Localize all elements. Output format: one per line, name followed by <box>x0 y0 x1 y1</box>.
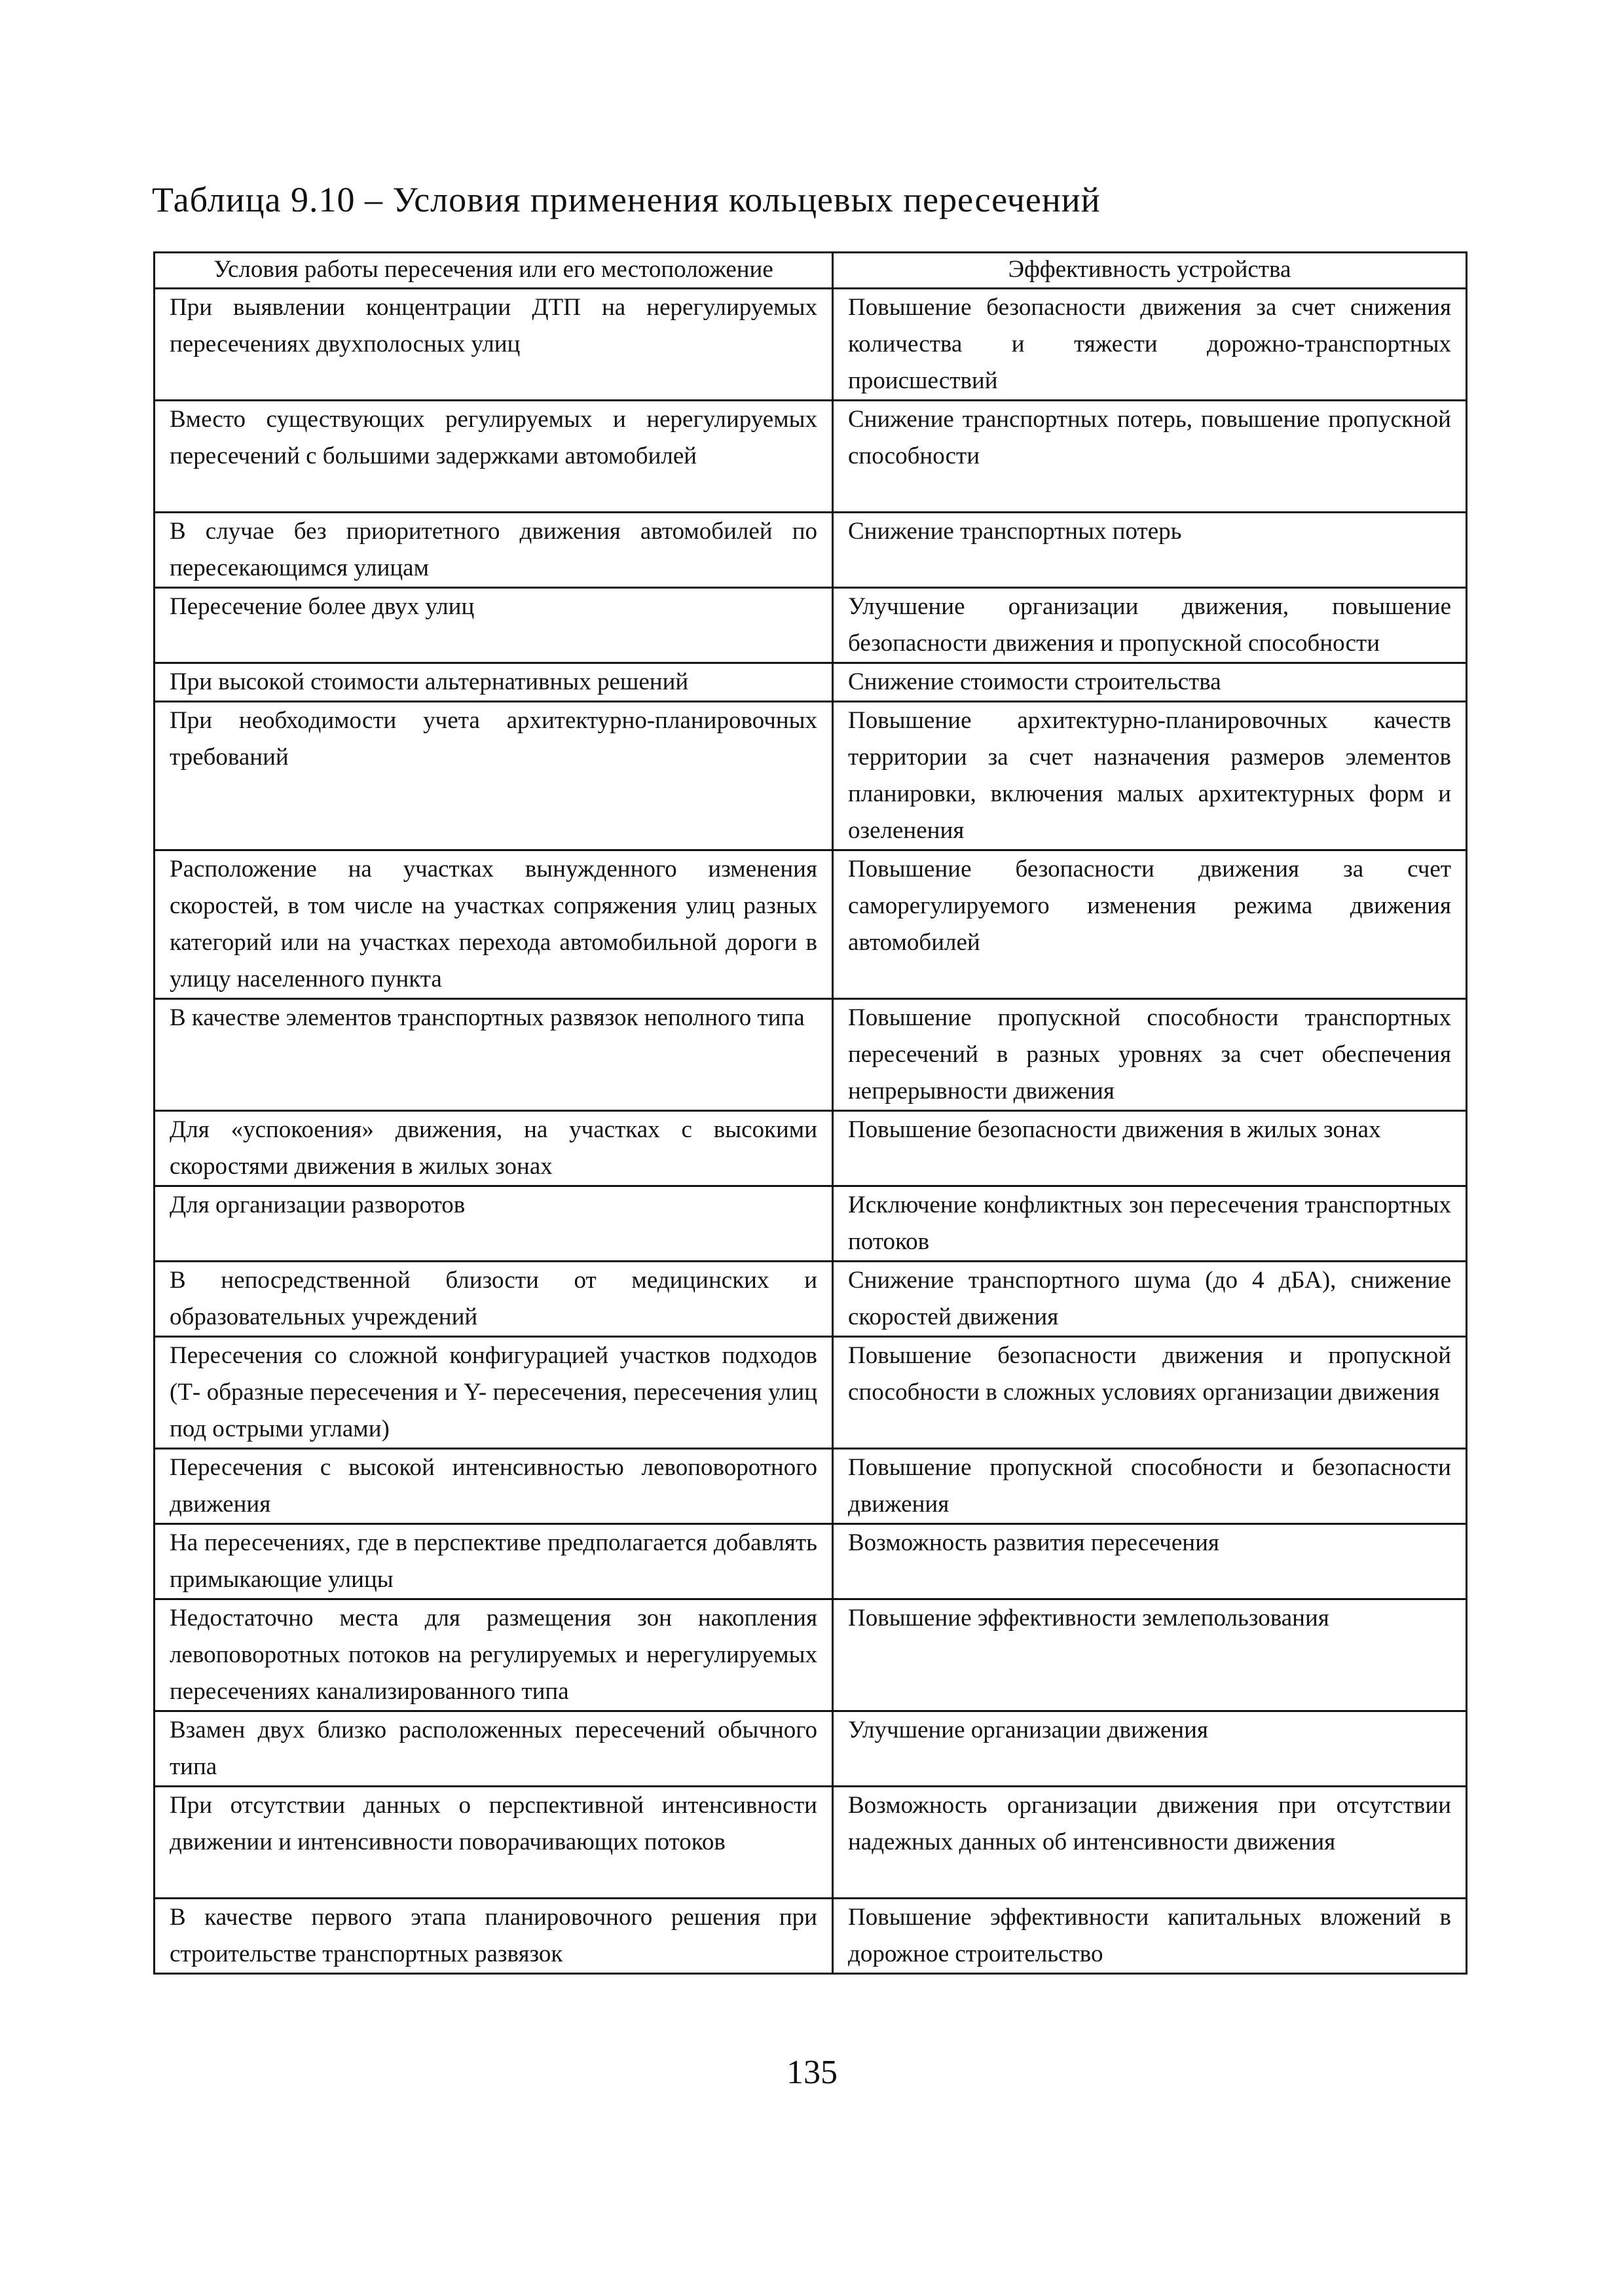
condition-cell: Вместо существующих регулируемых и нерегулируемых пересечений с большими задержками автомобилей <box>155 401 833 513</box>
condition-cell: В случае без приоритетного движения автомобилей по пересекающимся улицам <box>155 513 833 588</box>
table-row <box>155 1711 1467 1787</box>
condition-cell: Пересечения со сложной конфигурацией участков подходов (Т- образные пересечения и Y- пересечения, пересечения улиц под острыми углами) <box>155 1337 833 1449</box>
table-row <box>155 513 1467 588</box>
effect-cell: Возможность развития пересечения <box>833 1524 1467 1599</box>
effect-cell: Повышение безопасности движения за счет саморегулируемого изменения режима движения автомобилей <box>833 850 1467 999</box>
page-title: Таблица 9.10 – Условия применения кольцевых пересечений <box>152 180 1101 219</box>
condition-cell: При выявлении концентрации ДТП на нерегулируемых пересечениях двухполосных улиц <box>155 289 833 401</box>
table-row <box>155 663 1467 702</box>
table-row <box>155 1337 1467 1449</box>
effect-cell: Повышение архитектурно-планировочных качеств территории за счет назначения размеров элементов планировки, включения малых архитектурных форм и озеленения <box>833 702 1467 850</box>
condition-cell: Пересечение более двух улиц <box>155 588 833 663</box>
table-row <box>155 850 1467 999</box>
effect-cell: Повышение безопасности движения и пропускной способности в сложных условиях организации движения <box>833 1337 1467 1449</box>
condition-cell: При необходимости учета архитектурно-планировочных требований <box>155 702 833 850</box>
effect-cell: Снижение стоимости строительства <box>833 663 1467 702</box>
effect-cell: Повышение пропускной способности транспортных пересечений в разных уровнях за счет обеспечения непрерывности движения <box>833 999 1467 1111</box>
table-row <box>155 999 1467 1111</box>
table-header-row <box>155 253 1467 289</box>
condition-cell: При высокой стоимости альтернативных решений <box>155 663 833 702</box>
table-row <box>155 1599 1467 1711</box>
table-row <box>155 1899 1467 1974</box>
effect-cell: Снижение транспортных потерь, повышение пропускной способности <box>833 401 1467 513</box>
page-number: 135 <box>786 2054 838 2091</box>
condition-cell: Для «успокоения» движения, на участках с высокими скоростями движения в жилых зонах <box>155 1111 833 1186</box>
conditions-table <box>153 251 1467 1975</box>
effect-cell: Снижение транспортных потерь <box>833 513 1467 588</box>
table-row <box>155 702 1467 850</box>
condition-cell: В непосредственной близости от медицинских и образовательных учреждений <box>155 1262 833 1337</box>
column-header-effect: Эффективность устройства <box>833 253 1467 289</box>
effect-cell: Повышение эффективности землепользования <box>833 1599 1467 1711</box>
effect-cell: Исключение конфликтных зон пересечения транспортных потоков <box>833 1186 1467 1262</box>
condition-cell: Взамен двух близко расположенных пересечений обычного типа <box>155 1711 833 1787</box>
condition-cell: В качестве первого этапа планировочного решения при строительстве транспортных развязок <box>155 1899 833 1974</box>
effect-cell: Повышение эффективности капитальных вложений в дорожное строительство <box>833 1899 1467 1974</box>
table-row <box>155 1449 1467 1524</box>
effect-cell: Повышение пропускной способности и безопасности движения <box>833 1449 1467 1524</box>
effect-cell: Улучшение организации движения, повышение безопасности движения и пропускной способности <box>833 588 1467 663</box>
table-row <box>155 1524 1467 1599</box>
table-row <box>155 401 1467 513</box>
table-row <box>155 289 1467 401</box>
table-row <box>155 1111 1467 1186</box>
condition-cell: Расположение на участках вынужденного изменения скоростей, в том числе на участках сопряжения улиц разных категорий или на участках перехода автомобильной дороги в улицу населенного пункта <box>155 850 833 999</box>
effect-cell: Повышение безопасности движения за счет снижения количества и тяжести дорожно-транспортных происшествий <box>833 289 1467 401</box>
table-row <box>155 1787 1467 1899</box>
condition-cell: В качестве элементов транспортных развязок неполного типа <box>155 999 833 1111</box>
condition-cell: На пересечениях, где в перспективе предполагается добавлять примыкающие улицы <box>155 1524 833 1599</box>
condition-cell: Недостаточно места для размещения зон накопления левоповоротных потоков на регулируемых и нерегулируемых пересечениях канализированного типа <box>155 1599 833 1711</box>
column-header-conditions: Условия работы пересечения или его местоположение <box>155 253 833 289</box>
effect-cell: Возможность организации движения при отсутствии надежных данных об интенсивности движения <box>833 1787 1467 1899</box>
effect-cell: Улучшение организации движения <box>833 1711 1467 1787</box>
condition-cell: При отсутствии данных о перспективной интенсивности движении и интенсивности поворачивающих потоков <box>155 1787 833 1899</box>
table-row <box>155 1262 1467 1337</box>
condition-cell: Для организации разворотов <box>155 1186 833 1262</box>
effect-cell: Снижение транспортного шума (до 4 дБА), снижение скоростей движения <box>833 1262 1467 1337</box>
effect-cell: Повышение безопасности движения в жилых зонах <box>833 1111 1467 1186</box>
table-row <box>155 588 1467 663</box>
condition-cell: Пересечения с высокой интенсивностью левоповоротного движения <box>155 1449 833 1524</box>
table-row <box>155 1186 1467 1262</box>
